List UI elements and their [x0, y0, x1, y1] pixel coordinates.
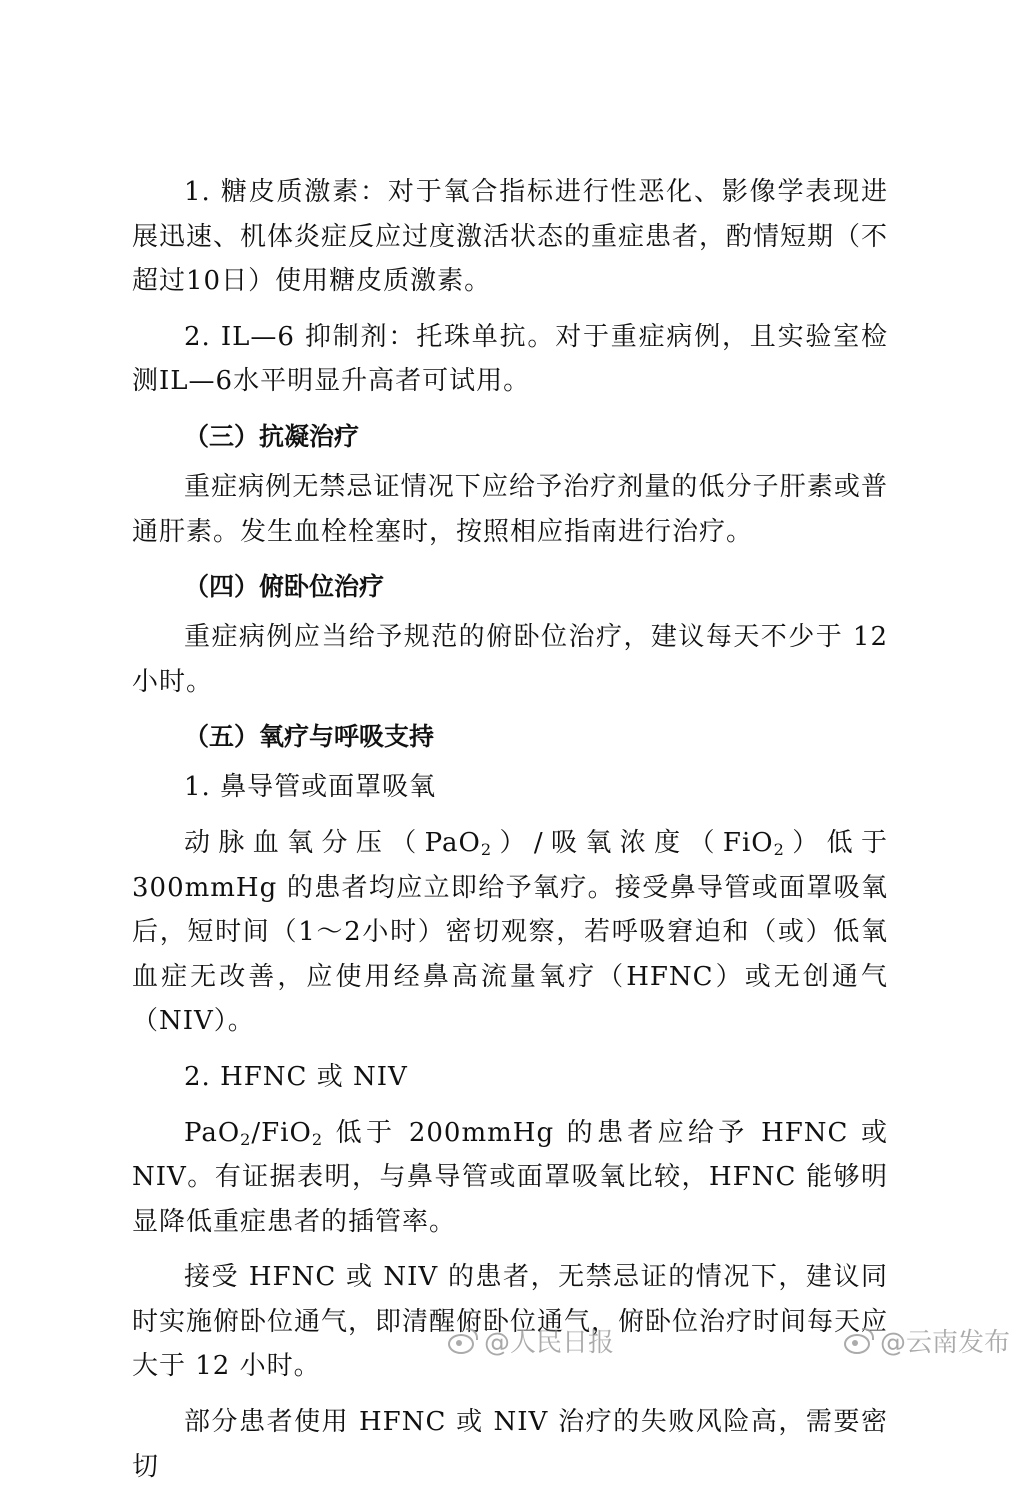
- text-segment: /FiO: [251, 1117, 312, 1148]
- paragraph-hfnc-criteria: [132, 1111, 888, 1245]
- paragraph-failure-risk: 部分患者使用 HFNC 或 NIV 治疗的失败风险高，需要密切: [132, 1407, 888, 1482]
- subscript: 2: [311, 1129, 324, 1149]
- watermark-yunnan-release: [840, 1322, 1010, 1359]
- paragraph-il6-inhibitor: 2. IL—6 抑制剂：托珠单抗。对于重症病例，且实验室检测IL—6水平明显升高者可试用。: [132, 321, 888, 397]
- text-segment: ）/吸氧浓度（FiO: [492, 827, 774, 858]
- text-segment: 动脉血氧分压（PaO: [184, 827, 481, 858]
- paragraph-oxygen-criteria: [132, 821, 888, 1044]
- subscript: 2: [773, 839, 785, 859]
- heading-anticoagulation: （三）抗凝治疗: [184, 421, 360, 451]
- heading-oxygen-therapy: （五）氧疗与呼吸支持: [184, 722, 435, 752]
- subscript: 2: [480, 839, 493, 859]
- paragraph-awake-prone: 接受 HFNC 或 NIV 的患者，无禁忌证的情况下，建议同时实施俯卧位通气，即清醒俯卧位通气，俯卧位治疗时间每天应大于 12 小时。: [132, 1262, 889, 1382]
- watermark-peoples-daily: [444, 1322, 614, 1359]
- weibo-icon: [444, 1326, 478, 1356]
- weibo-icon: [840, 1326, 874, 1356]
- heading-prone-position: （四）俯卧位治疗: [184, 572, 385, 602]
- watermark-text: @云南发布: [880, 1328, 1011, 1358]
- subscript: 2: [240, 1129, 252, 1149]
- watermark-text: @人民日报: [484, 1328, 615, 1358]
- text-segment: ）低于 300mmHg 的患者均应立即给予氧疗。接受鼻导管或面罩吸氧后，短时间（1～2小时）密切观察，若呼吸窘迫和（或）低氧血症无改善，应使用经鼻高流量氧疗（HFNC）或无创通气（NIV）。: [132, 827, 888, 1037]
- paragraph-hfnc-niv-title: 2. HFNC 或 NIV: [184, 1061, 408, 1092]
- paragraph-anticoagulation: 重症病例无禁忌证情况下应给予治疗剂量的低分子肝素或普通肝素。发生血栓栓塞时，按照相应指南进行治疗。: [132, 471, 888, 547]
- text-segment: PaO: [184, 1117, 241, 1148]
- document-page: [132, 170, 888, 1500]
- paragraph-nasal-cannula-title: 1. 鼻导管或面罩吸氧: [184, 772, 437, 803]
- text-segment: 低于 200mmHg 的患者应给予 HFNC 或 NIV。有证据表明，与鼻导管或面罩吸氧比较，HFNC 能够明显降低重症患者的插管率。: [132, 1117, 888, 1237]
- paragraph-prone-position: 重症病例应当给予规范的俯卧位治疗，建议每天不少于 12 小时。: [132, 622, 888, 697]
- paragraph-corticosteroids: 1. 糖皮质激素：对于氧合指标进行性恶化、影像学表现进展迅速、机体炎症反应过度激活状态的重症患者，酌情短期（不超过10日）使用糖皮质激素。: [132, 177, 889, 297]
